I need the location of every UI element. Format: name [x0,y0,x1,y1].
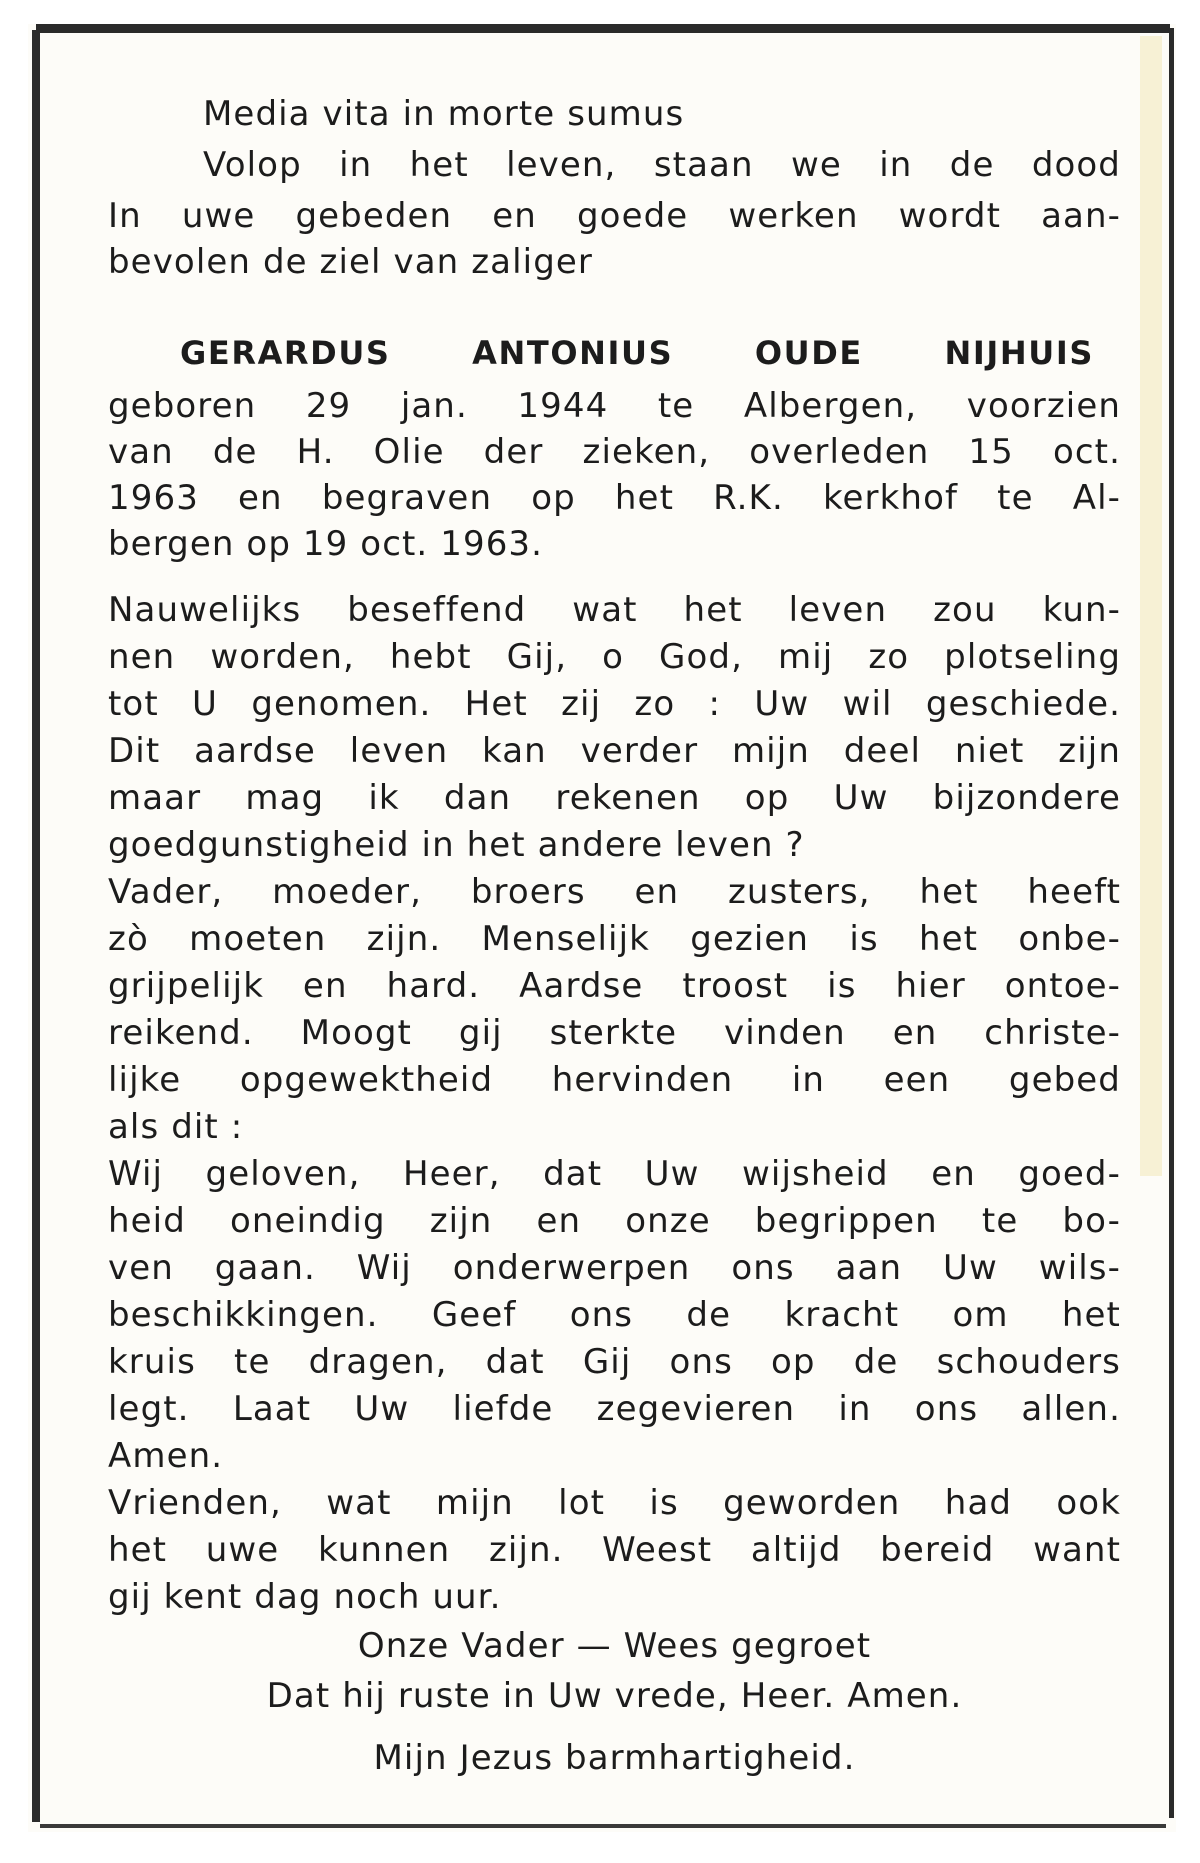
body-line: Vrienden, wat mijn lot is geworden had ook [108,1483,1121,1523]
body-line: als dit : [108,1107,244,1147]
body-line: ven gaan. Wij onderwerpen ons aan Uw wils- [108,1248,1121,1288]
intro-line: bevolen de ziel van zaliger [108,242,593,282]
body-line: kruis te dragen, dat Gij ons op de schouders [108,1342,1121,1382]
bio-line: van de H. Olie der zieken, overleden 15 oct. [108,432,1121,472]
bio-line: 1963 en begraven op het R.K. kerkhof te Al- [108,478,1121,518]
deceased-name: GERARDUS ANTONIUS OUDE NIJHUIS [180,334,1094,372]
dutch-motto: Volop in het leven, staan we in de dood [203,145,1121,185]
body-line: Wij geloven, Heer, dat Uw wijsheid en goed- [108,1154,1121,1194]
card-border-bottom [40,1824,1166,1828]
intro-line: In uwe gebeden en goede werken wordt aan- [108,196,1121,236]
closing-prayers: Onze Vader — Wees gegroet [357,1626,872,1666]
closing-mercy: Mijn Jezus barmhartigheid. [373,1738,856,1778]
body-line: Dit aardse leven kan verder mijn deel niet zijn [108,731,1121,771]
body-line: grijpelijk en hard. Aardse troost is hier ontoe- [108,966,1121,1006]
body-line: legt. Laat Uw liefde zegevieren in ons allen. [108,1389,1121,1429]
card-border-left [32,30,40,1822]
body-line: beschikkingen. Geef ons de kracht om het [108,1295,1121,1335]
body-line: goedgunstigheid in het andere leven ? [108,825,805,865]
body-line: tot U genomen. Het zij zo : Uw wil geschiede. [108,684,1121,724]
body-line: Vader, moeder, broers en zusters, het heeft [108,872,1121,912]
memorial-card [28,24,1176,1832]
closing-rest: Dat hij ruste in Uw vrede, Heer. Amen. [266,1676,963,1716]
card-border-right [1169,28,1174,1818]
body-line: het uwe kunnen zijn. Weest altijd bereid want [108,1530,1121,1570]
bio-line: bergen op 19 oct. 1963. [108,524,544,564]
paper-stain [1140,36,1162,1176]
body-line: lijke opgewektheid hervinden in een gebed [108,1060,1121,1100]
body-line: reikend. Moogt gij sterkte vinden en christe- [108,1013,1121,1053]
body-line: Amen. [108,1436,224,1476]
body-line: nen worden, hebt Gij, o God, mij zo plotseling [108,637,1121,677]
body-line: heid oneindig zijn en onze begrippen te bo- [108,1201,1121,1241]
body-line: maar mag ik dan rekenen op Uw bijzondere [108,778,1121,818]
body-line: zò moeten zijn. Menselijk gezien is het onbe- [108,919,1121,959]
body-line: gij kent dag noch uur. [108,1577,502,1617]
bio-line: geboren 29 jan. 1944 te Albergen, voorzien [108,386,1121,426]
body-line: Nauwelijks beseffend wat het leven zou kun- [108,590,1121,630]
card-border-top [36,24,1170,33]
latin-motto: Media vita in morte sumus [203,94,685,134]
